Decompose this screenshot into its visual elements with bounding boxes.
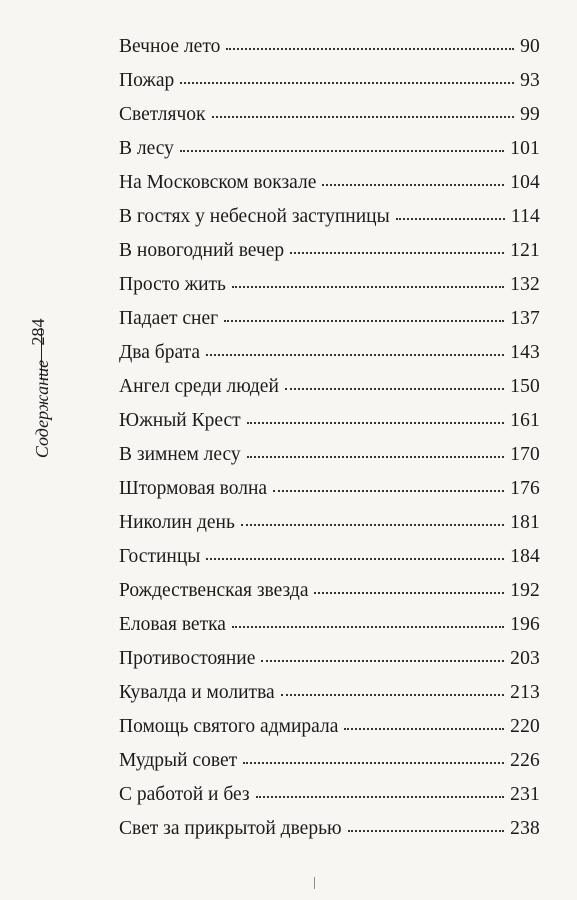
toc-entry [119,137,540,171]
toc-entry-title: Вечное лето [119,36,221,57]
page-number: 284 [28,318,48,346]
toc-entry [119,103,540,137]
toc-entry [119,35,540,69]
toc-entry-page: 181 [510,512,540,533]
page-mark [314,877,315,889]
dot-leader [232,282,504,288]
toc-entry-title: Еловая ветка [119,614,226,635]
table-of-contents [119,35,540,851]
dot-leader [247,418,504,424]
toc-entry-page: 99 [520,104,540,125]
toc-entry-page: 238 [510,818,540,839]
dot-leader [281,690,504,696]
toc-entry-page: 161 [510,410,540,431]
toc-entry [119,545,540,579]
toc-entry-page: 137 [510,308,540,329]
toc-entry-title: Противостояние [119,648,256,669]
dot-leader [348,826,505,832]
toc-entry [119,579,540,613]
toc-entry [119,307,540,341]
toc-entry-title: Рождественская звезда [119,580,309,601]
toc-entry-title: В новогодний вечер [119,240,285,261]
toc-entry [119,375,540,409]
dot-leader [247,452,504,458]
toc-entry [119,783,540,817]
dot-leader [206,554,504,560]
toc-entry [119,443,540,477]
toc-entry-title: На Московском вокзале [119,172,317,193]
toc-entry [119,511,540,545]
toc-entry-title: В гостях у небесной заступницы [119,206,390,227]
toc-entry-title: Светлячок [119,104,206,125]
toc-entry-page: 192 [510,580,540,601]
dot-leader [243,758,504,764]
toc-entry [119,715,540,749]
toc-entry-title: С работой и без [119,784,250,805]
dot-leader [180,146,504,152]
toc-entry-page: 176 [510,478,540,499]
toc-entry [119,69,540,103]
dot-leader [261,656,504,662]
dot-leader [224,316,504,322]
toc-entry-page: 143 [510,342,540,363]
toc-entry-title: В зимнем лесу [119,444,241,465]
toc-entry-title: Штормовая волна [119,478,268,499]
toc-entry [119,205,540,239]
dot-leader [396,214,505,220]
toc-entry [119,817,540,851]
toc-entry-page: 104 [510,172,540,193]
toc-entry-page: 170 [510,444,540,465]
toc-entry [119,749,540,783]
toc-entry-page: 93 [520,70,540,91]
dot-leader [322,180,504,186]
toc-entry-page: 150 [510,376,540,397]
toc-entry-title: Николин день [119,512,235,533]
toc-entry-page: 114 [510,206,540,227]
toc-entry-title: Два брата [119,342,201,363]
toc-entry [119,341,540,375]
toc-entry [119,681,540,715]
dot-leader [314,588,504,594]
toc-entry-page: 220 [510,716,540,737]
toc-entry-title: Помощь святого адмирала [119,716,339,737]
dot-leader [290,248,504,254]
toc-entry-page: 184 [510,546,540,567]
toc-entry-page: 101 [510,138,540,159]
toc-entry [119,613,540,647]
toc-entry-title: В лесу [119,138,174,159]
toc-entry-title: Южный Крест [119,410,241,431]
toc-entry-title: Пожар [119,70,175,91]
dot-leader [206,350,504,356]
dot-leader [180,78,514,84]
toc-entry-page: 196 [510,614,540,635]
toc-entry-title: Свет за прикрытой дверью [119,818,342,839]
dot-leader [226,44,514,50]
running-head-title: Содержание [32,359,52,459]
toc-entry-page: 213 [510,682,540,703]
toc-entry-page: 226 [510,750,540,771]
toc-entry-page: 203 [510,648,540,669]
toc-entry-title: Падает снег [119,308,219,329]
dot-leader [344,724,504,730]
toc-entry-page: 90 [520,36,540,57]
toc-entry [119,409,540,443]
toc-entry [119,171,540,205]
toc-entry [119,477,540,511]
toc-entry-title: Кувалда и молитва [119,682,275,703]
toc-entry [119,239,540,273]
dot-leader [241,520,504,526]
dot-leader [256,792,505,798]
toc-entry [119,647,540,681]
toc-entry-title: Просто жить [119,274,226,295]
toc-entry-title: Гостинцы [119,546,201,567]
dot-leader [232,622,504,628]
toc-entry-title: Ангел среди людей [119,376,279,397]
toc-entry-page: 121 [510,240,540,261]
dot-leader [212,112,515,118]
toc-entry [119,273,540,307]
dot-leader [273,486,504,492]
toc-entry-page: 132 [510,274,540,295]
toc-entry-page: 231 [510,784,540,805]
toc-entry-title: Мудрый совет [119,750,238,771]
dot-leader [285,384,504,390]
